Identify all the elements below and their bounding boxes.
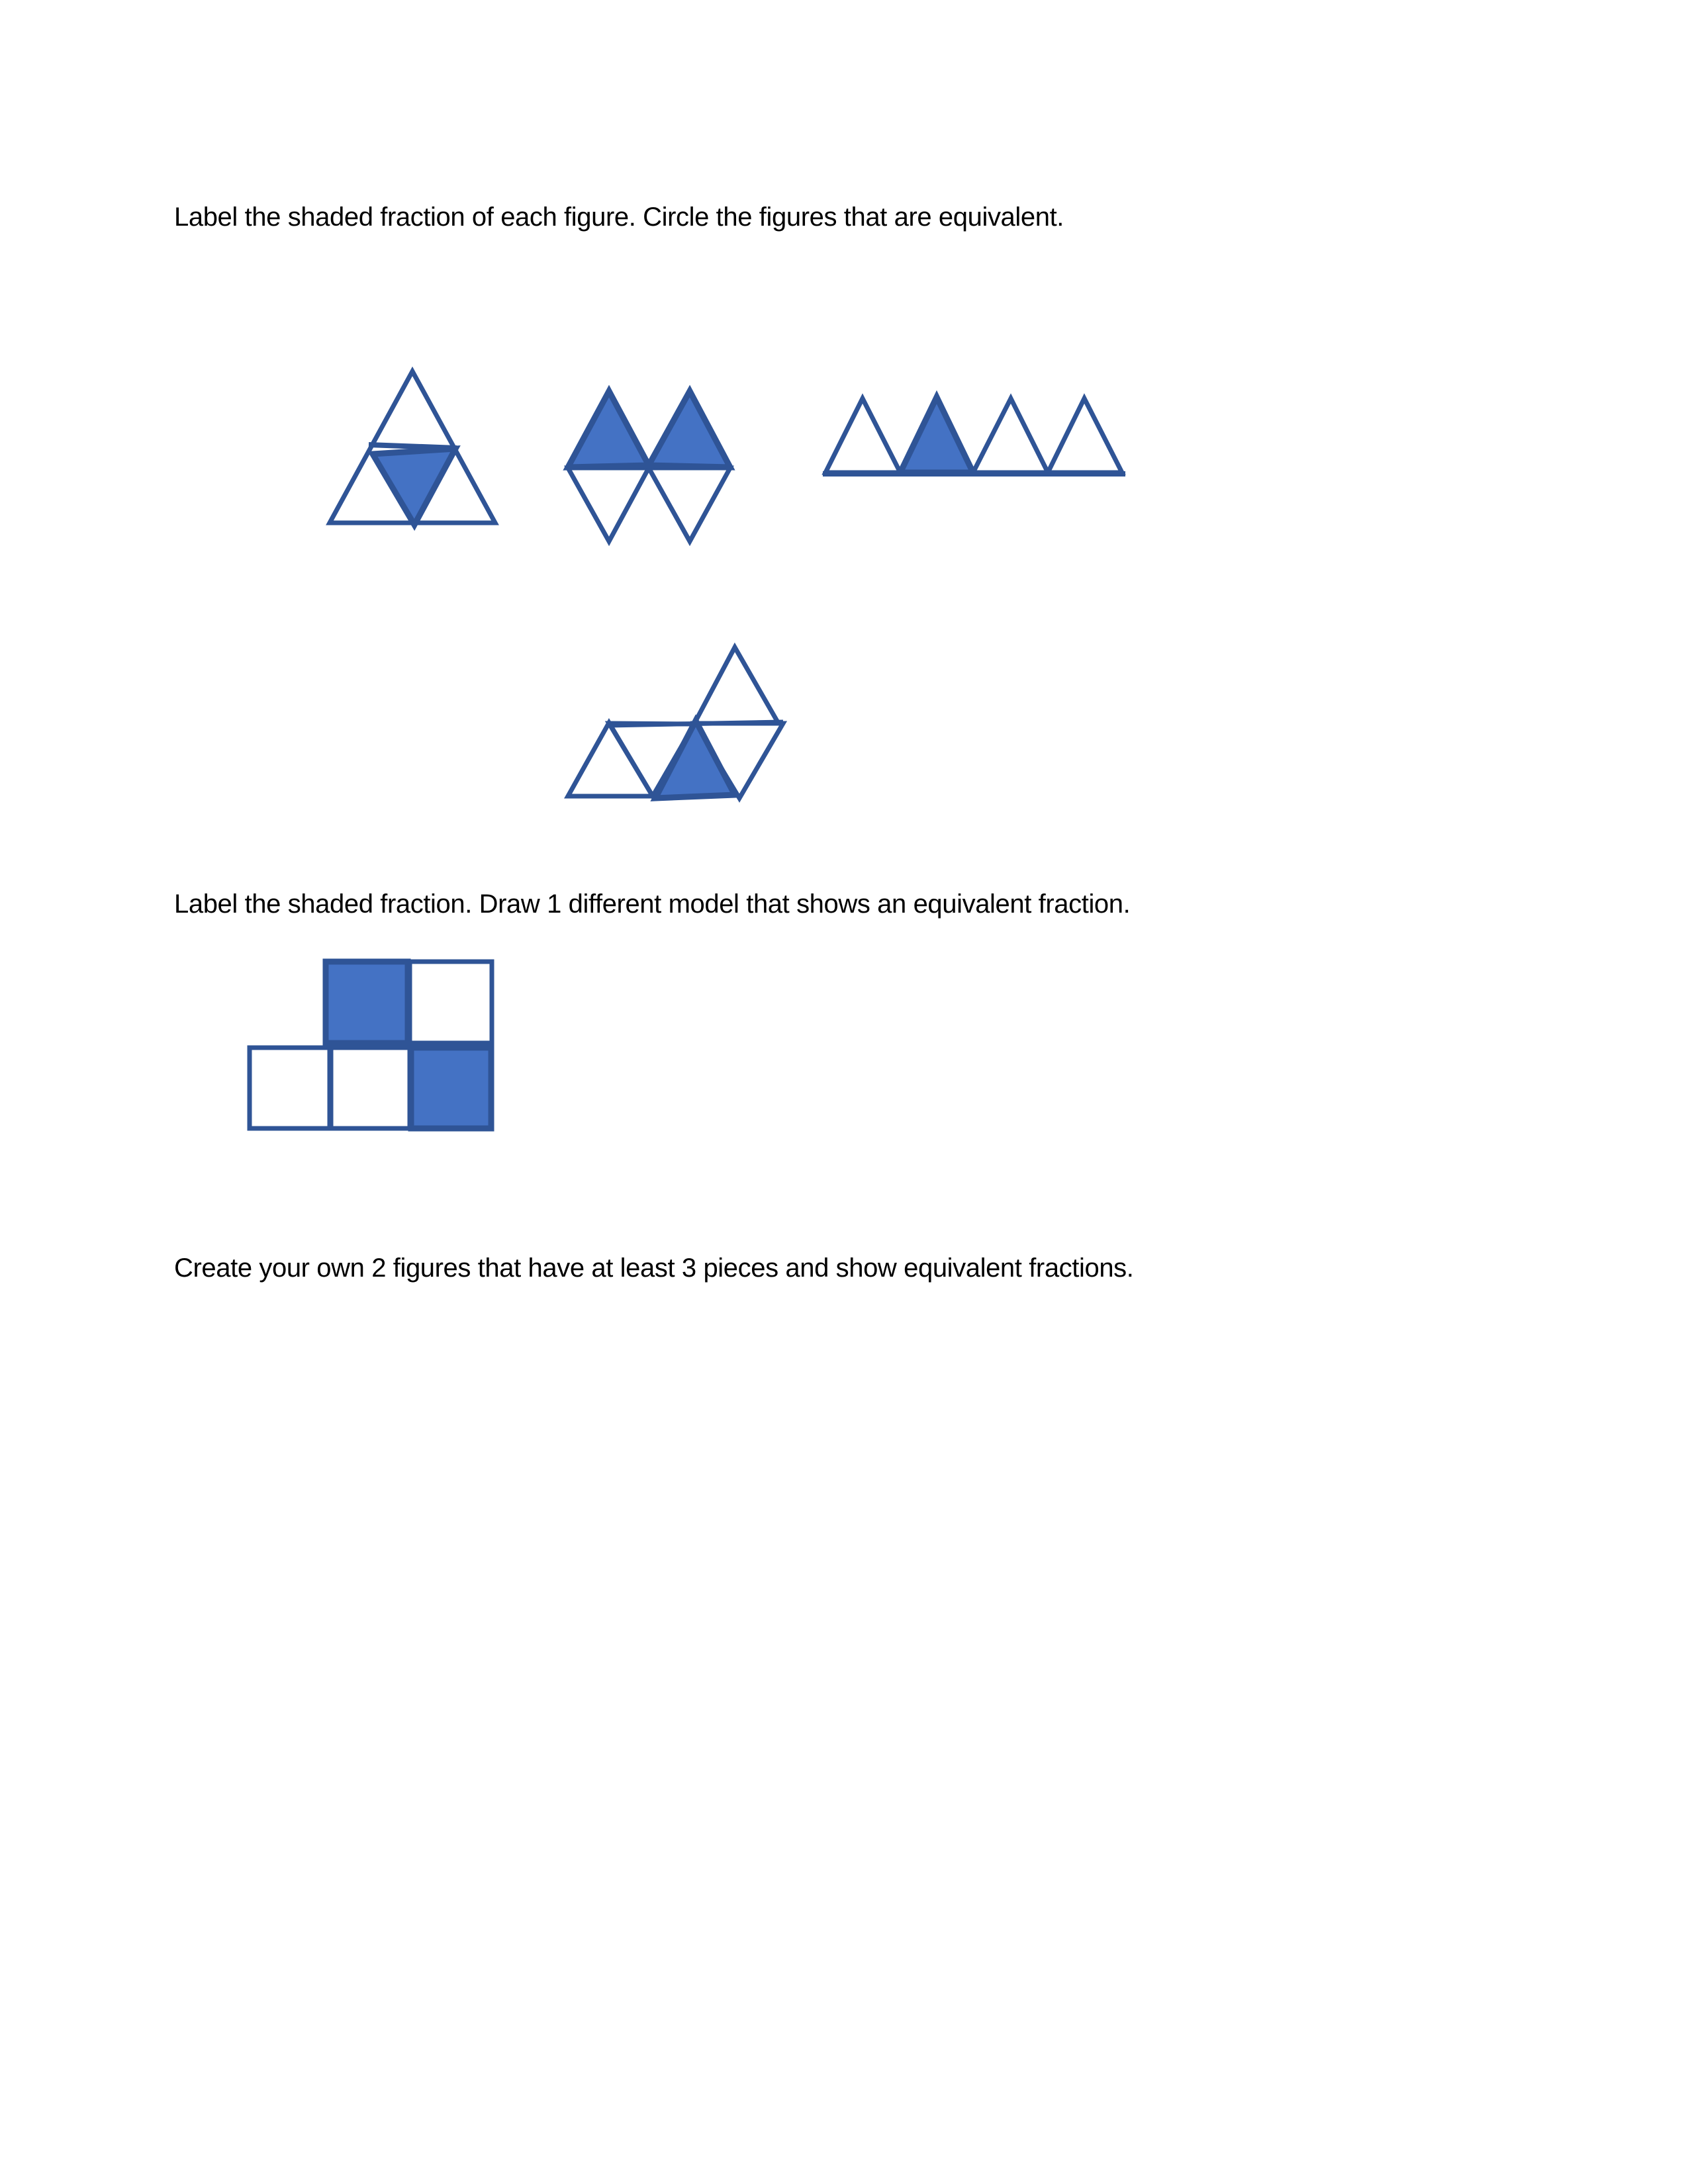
- figure-triangle-strip-fifths: [568, 647, 783, 798]
- figure-five-squares-fifths: [250, 962, 492, 1128]
- left-lower-triangle: [568, 468, 649, 541]
- right-lower-triangle: [649, 468, 730, 541]
- left-up-triangle: [568, 723, 653, 796]
- left-shaded-triangle: [568, 391, 649, 467]
- bottom-white-square-2: [331, 1048, 410, 1128]
- instruction-create-own-figures: Create your own 2 figures that have at least 3 pieces and show equivalent fractions.: [174, 1253, 1134, 1283]
- instruction-label-shaded-circle-equivalent: Label the shaded fraction of each figure. Circle the figures that are equivalent.: [174, 203, 1064, 232]
- bottom-white-square-1: [250, 1048, 330, 1128]
- figure-double-diamond-fourths: [568, 391, 730, 541]
- middle-down-triangle: [609, 723, 694, 796]
- top-chord: [609, 722, 783, 725]
- top-white-square: [410, 962, 492, 1043]
- instruction-label-shaded-draw-model: Label the shaded fraction. Draw 1 different model that shows an equivalent fraction.: [174, 889, 1131, 919]
- top-triangle: [694, 647, 778, 723]
- outer-triangle: [330, 371, 495, 523]
- triangle-4: [1048, 398, 1122, 473]
- figure-triangle-fourths: [330, 371, 495, 525]
- shaded-inverted-triangle: [373, 449, 455, 525]
- triangle-1: [825, 398, 900, 473]
- bottom-shaded-square: [411, 1048, 491, 1128]
- triangle-3: [973, 398, 1048, 473]
- figure-row-of-four-triangles: [823, 397, 1125, 474]
- right-down-triangle: [694, 723, 783, 798]
- shaded-triangle-2: [900, 397, 973, 473]
- right-shaded-triangle: [649, 391, 730, 467]
- top-shaded-square: [326, 962, 408, 1043]
- shaded-up-triangle: [655, 721, 735, 798]
- mid-chord: [369, 445, 457, 448]
